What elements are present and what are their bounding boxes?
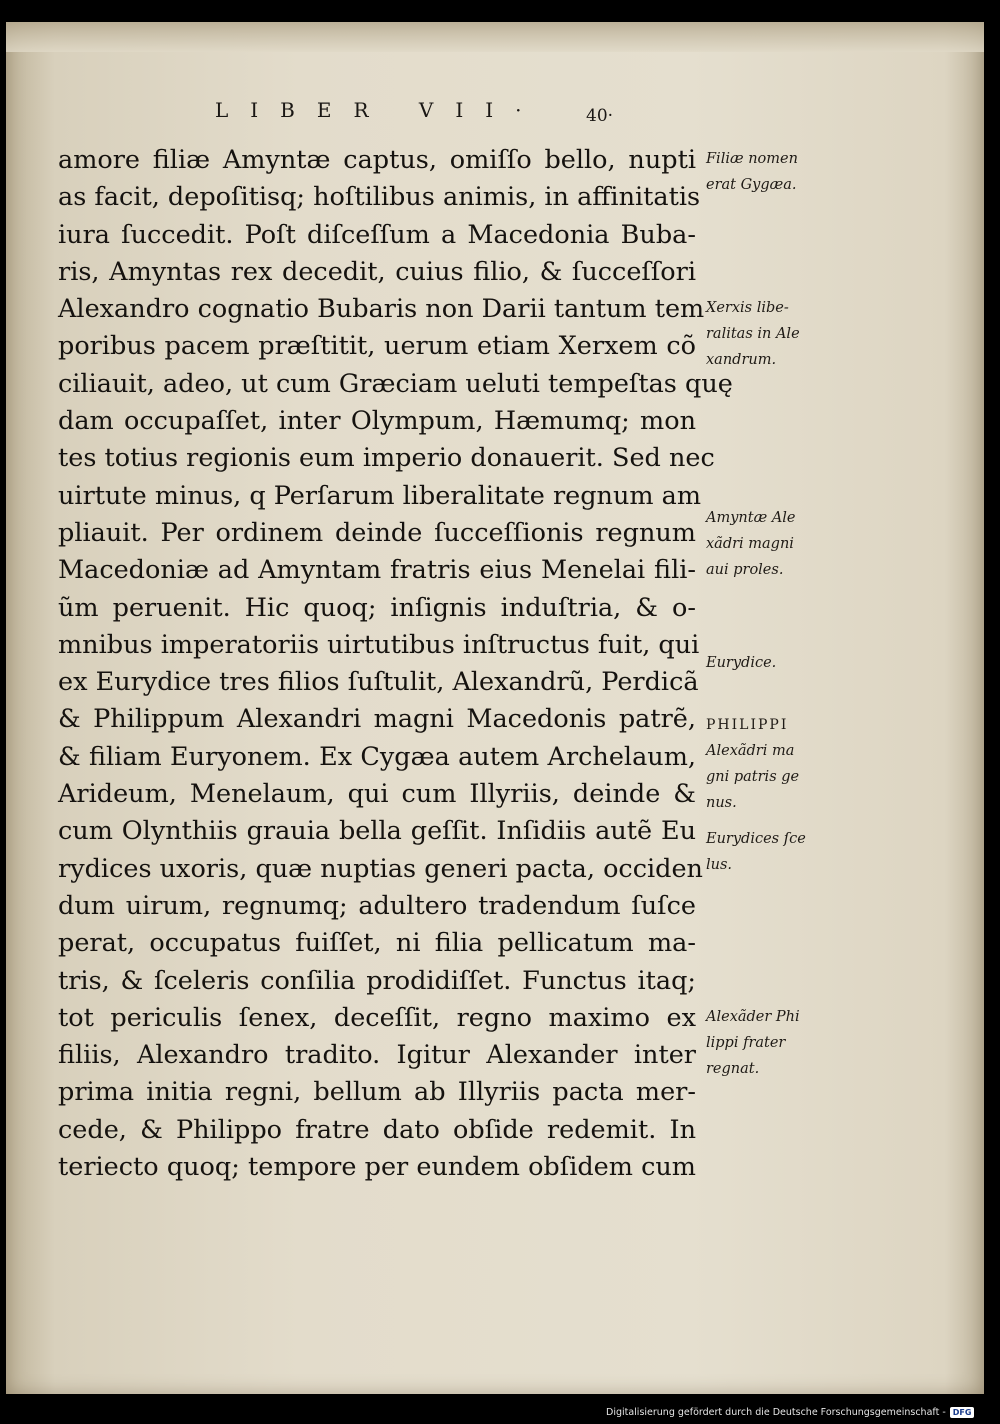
text-line: poribus pacem præſtitit, uerum etiam Xerxem cõ: [58, 331, 696, 362]
note-line: regnat.: [706, 1061, 760, 1077]
note-line: erat Gygæa.: [706, 177, 797, 193]
text-line: tot periculis ſenex, deceſſit, regno maximo ex: [58, 1002, 696, 1033]
text-line: perat, occupatus fuiſſet, ni filia pellicatum ma-: [58, 928, 696, 959]
text-line: cede, & Philippo fratre dato obſide redemit. In: [58, 1114, 696, 1145]
note-line: Amyntæ Ale: [706, 510, 796, 526]
text-line: Alexandro cognatio Bubaris non Darii tantum tem: [58, 294, 705, 325]
note-line: Eurydice.: [706, 655, 777, 671]
note-line: lus.: [706, 857, 733, 873]
note-line: PHILIPPI: [706, 717, 789, 733]
marginal-note: [706, 146, 818, 198]
text-line: ris, Amyntas rex decedit, cuius filio, & ſucceſſori: [58, 256, 696, 287]
text-line: as facit, depoſitisq; hoſtilibus animis, in affinitatis: [58, 182, 701, 213]
note-line: aui proles.: [706, 562, 784, 578]
text-line: tes totius regionis eum imperio donauerit. Sed nec: [58, 443, 715, 474]
note-line: xãdri magni: [706, 536, 794, 552]
text-line: filiis, Alexandro tradito. Igitur Alexander inter: [58, 1040, 696, 1071]
text-line: mnibus imperatoriis uirtutibus inſtructus fuit, qui: [58, 629, 700, 660]
text-line: ciliauit, adeo, ut cum Græciam ueluti tempeſtas quę: [58, 368, 733, 399]
marginal-note: [706, 1004, 818, 1082]
text-line: prima initia regni, bellum ab Illyriis pacta mer-: [58, 1077, 696, 1108]
marginal-note: [706, 712, 818, 816]
note-line: gni patris ge: [706, 769, 800, 785]
text-line: dam occupaſſet, inter Olympum, Hæmumq; mon: [58, 406, 696, 437]
text-line: amore filiæ Amyntæ captus, omiſſo bello, nupti: [58, 145, 696, 175]
text-line: uirtute minus, q Perſarum liberalitate regnum am: [58, 480, 702, 511]
dfg-logo: DFG: [950, 1407, 975, 1418]
marginal-note: [706, 650, 818, 676]
text-line: Arideum, Menelaum, qui cum Illyriis, deinde &: [58, 779, 696, 810]
note-line: Alexãder Phi: [706, 1009, 800, 1025]
text-line: & Philippum Alexandri magni Macedonis patrẽ,: [58, 704, 696, 735]
page-number: 40·: [586, 106, 614, 126]
marginal-note: [706, 505, 818, 583]
digitization-footer: [606, 1404, 994, 1420]
note-line: xandrum.: [706, 352, 777, 368]
text-line: Macedoniæ ad Amyntam fratris eius Menelai fili-: [58, 555, 696, 586]
text-line: ex Eurydice tres filios ſuſtulit, Alexandrũ, Perdicã: [58, 667, 699, 698]
note-line: Xerxis libe-: [706, 300, 789, 316]
text-line: iura ſuccedit. Poſt diſceſſum a Macedonia Buba-: [58, 219, 696, 250]
text-line: cum Olynthiis grauia bella geſſit. Inſidiis autẽ Eu: [58, 816, 696, 847]
marginal-note: [706, 826, 818, 878]
text-line: teriecto quoq; tempore per eundem obſidem cum: [58, 1152, 696, 1183]
marginal-note: [706, 295, 818, 373]
note-line: Eurydices ſce: [706, 831, 806, 847]
text-line: dum uirum, regnumq; adultero tradendum ſuſce: [58, 890, 696, 921]
page-top-edge: [6, 22, 984, 52]
footer-credit: Digitalisierung gefördert durch die Deutsche Forschungsgemeinschaft -: [606, 1406, 946, 1418]
text-line: pliauit. Per ordinem deinde ſucceſſionis regnum: [58, 517, 696, 548]
text-line: rydices uxoris, quæ nuptias generi pacta, occiden: [58, 853, 703, 884]
text-line: & filiam Euryonem. Ex Cygæa autem Archelaum,: [58, 741, 696, 772]
text-line: ũm peruenit. Hic quoq; inſignis induſtria, & o-: [58, 592, 696, 623]
note-line: Alexãdri ma: [706, 743, 795, 759]
note-line: lippi frater: [706, 1035, 786, 1051]
running-title: LIBER VII·: [215, 98, 544, 122]
text-line: tris, & ſceleris conſilia prodidiſſet. Functus itaq;: [58, 965, 696, 996]
note-line: Filiæ nomen: [706, 151, 798, 167]
note-line: ralitas in Ale: [706, 326, 800, 342]
note-line: nus.: [706, 795, 737, 811]
